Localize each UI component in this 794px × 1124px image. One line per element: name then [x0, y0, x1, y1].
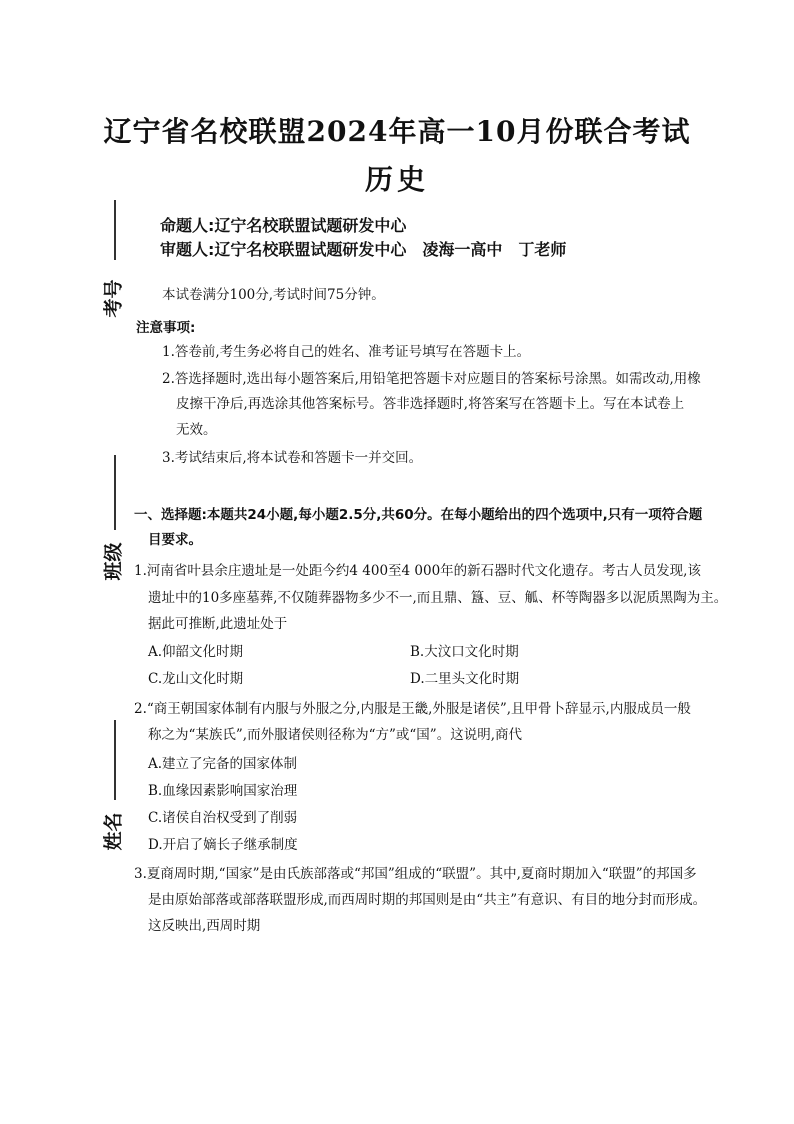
section-heading-cont: 目要求。: [148, 532, 202, 548]
question-1-option-c: C.龙山文化时期: [148, 671, 244, 687]
class-label: 班级: [102, 542, 125, 581]
question-2-line: 称之为“某族氏”,而外服诸侯则径称为“方”或“国”。这说明,商代: [148, 727, 522, 743]
binding-margin: [70, 190, 130, 890]
question-3-line: 是由原始部落或部落联盟形成,而西周时期的邦国则是由“共主”有意识、有目的地分封而形成。: [148, 892, 707, 908]
question-1-line: 遗址中的10多座墓葬,不仅随葬器物多少不一,而且鼎、簋、豆、觚、杯等陶器多以泥质黑陶为主。: [148, 590, 728, 606]
name-blank: [114, 720, 116, 800]
class-blank: [114, 455, 116, 530]
question-1-option-a: A.仰韶文化时期: [148, 644, 244, 660]
question-1-option-d: D.二里头文化时期: [410, 671, 520, 687]
note-item: 皮擦干净后,再选涂其他答案标号。答非选择题时,将答案写在答题卡上。写在本试卷上: [176, 396, 685, 412]
reviewer-line: 审题人:辽宁名校联盟试题研发中心 凌海一高中 丁老师: [160, 240, 567, 259]
question-2-option-a: A.建立了完备的国家体制: [148, 756, 298, 772]
question-3-line: 这反映出,西周时期: [148, 918, 261, 934]
exam-no-label: 考号: [102, 279, 125, 318]
question-1-option-b: B.大汶口文化时期: [410, 644, 519, 660]
question-2-option-c: C.诸侯自治权受到了削弱: [148, 810, 298, 826]
question-3-line: 3.夏商周时期,“国家”是由氏族部落或“邦国”组成的“联盟”。其中,夏商时期加入“联盟”的邦国多: [134, 866, 697, 882]
exam-no-blank: [114, 200, 116, 260]
exam-title: 辽宁省名校联盟2024年高一10月份联合考试: [103, 115, 691, 148]
question-1-line: 据此可推断,此遗址处于: [148, 616, 288, 632]
question-2-line: 2.“商王朝国家体制有内服与外服之分,内服是王畿,外服是诸侯”,且甲骨卜辞显示,内服成员一般: [134, 701, 691, 717]
note-item: 无效。: [176, 422, 217, 438]
name-label: 姓名: [102, 812, 125, 851]
question-2-option-b: B.血缘因素影响国家治理: [148, 783, 298, 799]
notes-heading: 注意事项:: [136, 320, 196, 336]
note-item: 1.答卷前,考生务必将自己的姓名、准考证号填写在答题卡上。: [162, 344, 531, 360]
exam-intro: 本试卷满分100分,考试时间75分钟。: [162, 287, 385, 303]
note-item: 2.答选择题时,选出每小题答案后,用铅笔把答题卡对应题目的答案标号涂黑。如需改动,用橡: [162, 371, 701, 387]
note-item: 3.考试结束后,将本试卷和答题卡一并交回。: [162, 450, 423, 466]
subject-title: 历史: [364, 163, 429, 196]
section-heading: 一、选择题:本题共24小题,每小题2.5分,共60分。在每小题给出的四个选项中,只有一项符合题: [134, 507, 703, 523]
author-line: 命题人:辽宁名校联盟试题研发中心: [160, 216, 407, 235]
question-1-line: 1.河南省叶县余庄遗址是一处距今约4 400至4 000年的新石器时代文化遗存。考古人员发现,该: [134, 563, 701, 579]
question-2-option-d: D.开启了嫡长子继承制度: [148, 837, 298, 853]
